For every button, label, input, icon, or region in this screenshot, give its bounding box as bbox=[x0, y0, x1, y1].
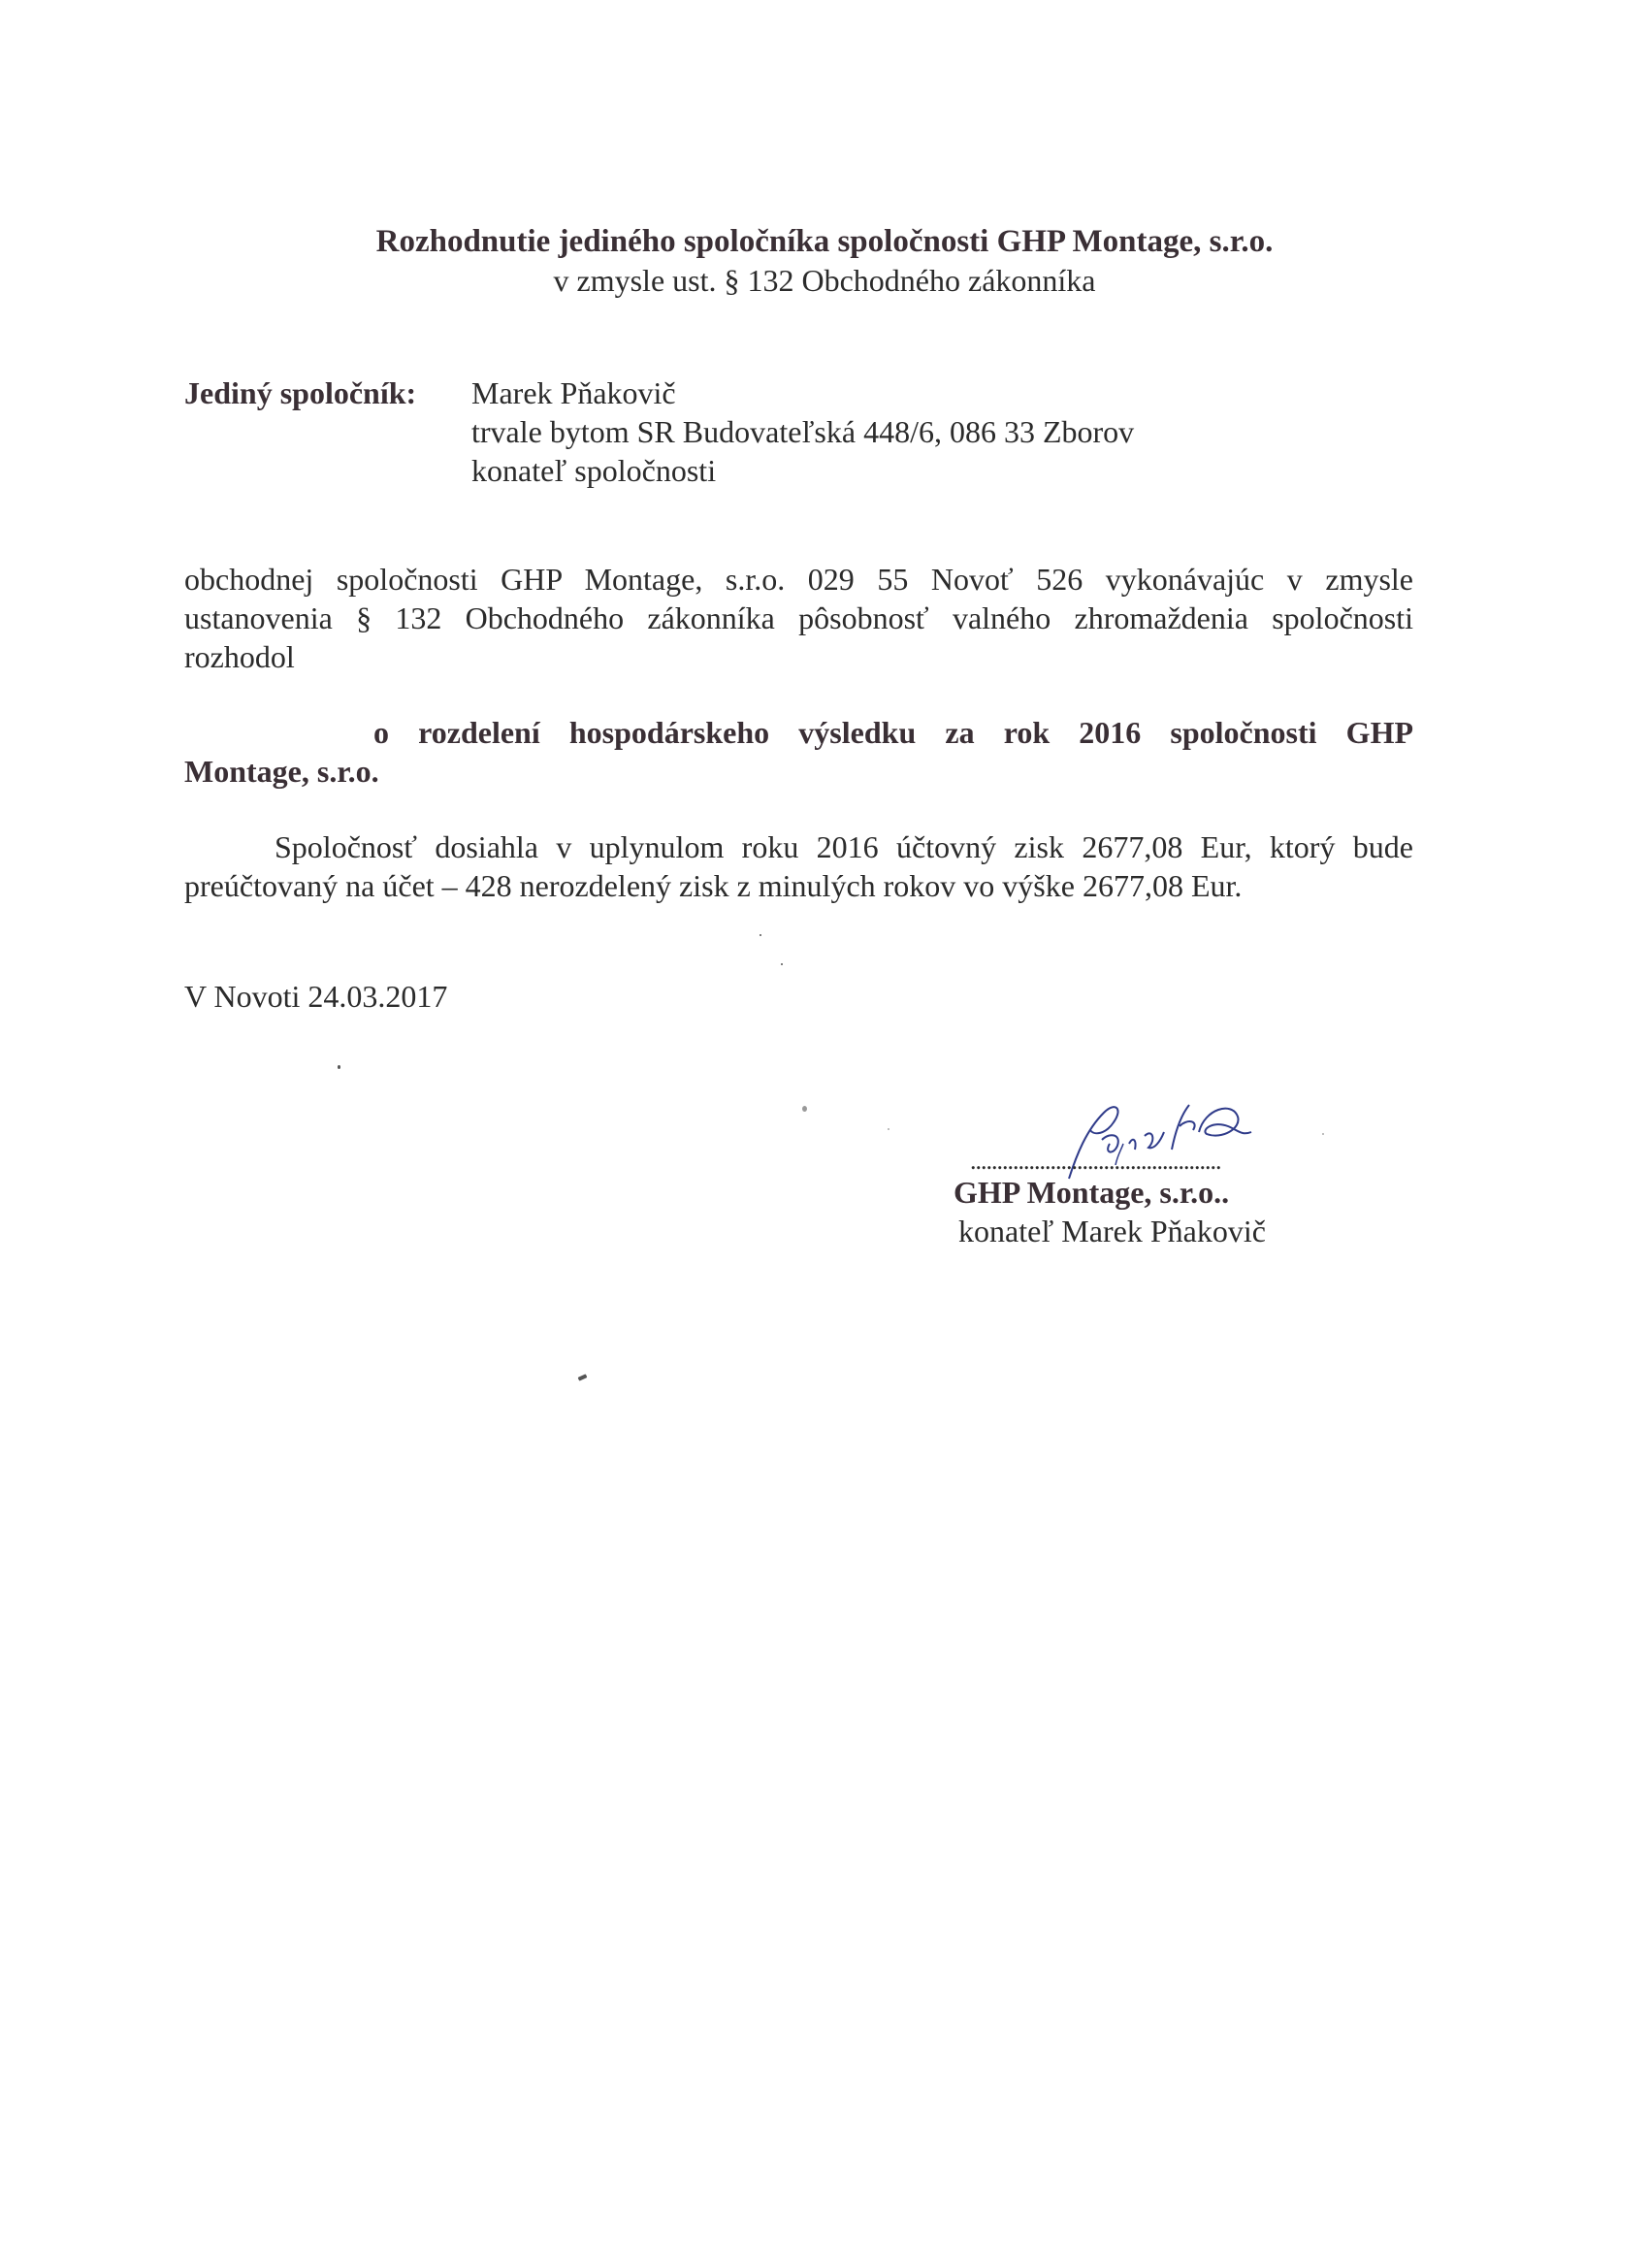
scan-speck bbox=[760, 934, 761, 936]
scan-speck bbox=[1322, 1133, 1324, 1135]
scan-speck bbox=[888, 1128, 889, 1130]
paragraph-line: rozhodol bbox=[184, 639, 295, 674]
partner-label: Jediný spoločník: bbox=[184, 375, 417, 410]
scan-speck bbox=[578, 1374, 588, 1380]
scan-speck bbox=[781, 963, 783, 965]
partner-role: konateľ spoločnosti bbox=[471, 453, 717, 488]
partner-address: trvale bytom SR Budovateľská 448/6, 086 33 Zborov bbox=[471, 414, 1135, 449]
paragraph-line: ustanovenia § 132 Obchodného zákonníka pôsobnosť valného zhromaždenia spoločnosti bbox=[184, 600, 1413, 635]
signature-signer: konateľ Marek Pňakovič bbox=[958, 1214, 1266, 1248]
statement-line: preúčtovaný na účet – 428 nerozdelený zisk z minulých rokov vo výške 2677,08 Eur. bbox=[184, 868, 1243, 903]
decision-line: o rozdelení hospodárskeho výsledku za rok 2016 spoločnosti GHP bbox=[373, 715, 1413, 750]
document-title: Rozhodnutie jediného spoločníka spoločnosti GHP Montage, s.r.o. bbox=[375, 224, 1274, 259]
signature-line: ............................................... bbox=[970, 1147, 1221, 1175]
paragraph-line: obchodnej spoločnosti GHP Montage, s.r.o. 029 55 Novoť 526 vykonávajúc v zmysle bbox=[184, 562, 1413, 597]
scan-speck bbox=[802, 1106, 807, 1112]
signature-company: GHP Montage, s.r.o.. bbox=[954, 1175, 1230, 1210]
partner-name: Marek Pňakovič bbox=[471, 375, 676, 410]
document-subtitle: v zmysle ust. § 132 Obchodného zákonníka bbox=[553, 263, 1096, 298]
place-and-date: V Novoti 24.03.2017 bbox=[184, 979, 448, 1014]
statement-line: Spoločnosť dosiahla v uplynulom roku 2016 účtovný zisk 2677,08 Eur, ktorý bude bbox=[275, 829, 1413, 864]
decision-line: Montage, s.r.o. bbox=[184, 754, 379, 789]
scan-speck bbox=[338, 1065, 340, 1069]
